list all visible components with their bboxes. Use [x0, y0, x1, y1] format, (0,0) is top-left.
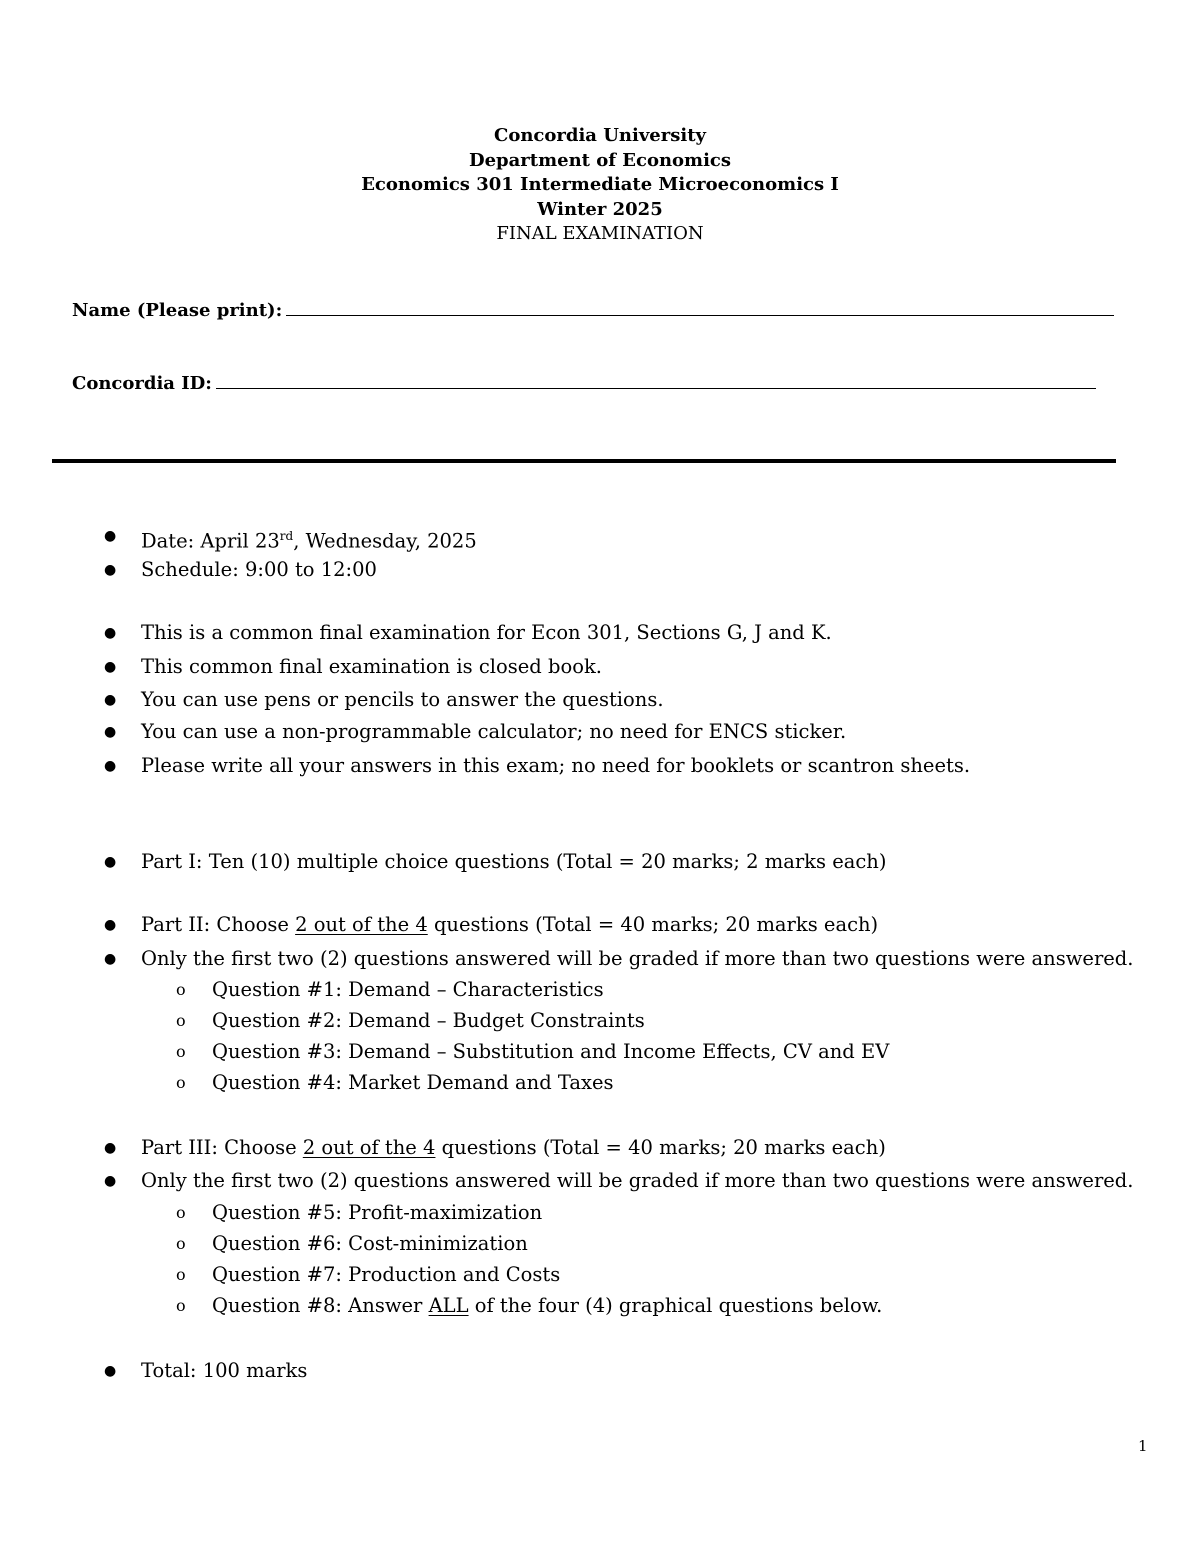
rule-text: Please write all your answers in this exam; no need for booklets or scantron sheets.: [141, 754, 971, 777]
circle-bullet-icon: o: [176, 1203, 186, 1222]
question-text: Question #1: Demand – Characteristics: [212, 978, 604, 1001]
id-field[interactable]: [72, 372, 1096, 394]
bullet-icon: ●: [104, 854, 117, 870]
date-suffix: , Wednesday, 2025: [293, 529, 477, 553]
bullet-icon: ●: [104, 758, 117, 774]
part2-suffix: questions (Total = 40 marks; 20 marks each): [427, 913, 879, 936]
part1-text: Part I: Ten (10) multiple choice questions (Total = 20 marks; 2 marks each): [141, 850, 887, 873]
part3-suffix: questions (Total = 40 marks; 20 marks each): [435, 1136, 886, 1159]
id-label: Concordia ID:: [72, 373, 212, 394]
bullet-icon: ●: [104, 724, 117, 740]
circle-bullet-icon: o: [176, 1073, 186, 1092]
department-name: Department of Economics: [468, 149, 732, 171]
bullet-icon: ●: [104, 659, 117, 675]
q8-suffix: of the four (4) graphical questions below.: [468, 1294, 883, 1317]
part3-note: Only the first two (2) questions answered will be graded if more than two questions were answered.: [141, 1169, 1134, 1192]
bullet-icon: ●: [104, 625, 117, 641]
rule-text: This common final examination is closed book.: [141, 655, 602, 678]
q8-prefix: Question #8: Answer: [212, 1294, 429, 1317]
question-text: Question #5: Profit-maximization: [212, 1201, 543, 1224]
part2-note: Only the first two (2) questions answered will be graded if more than two questions were answered.: [141, 947, 1134, 970]
id-line[interactable]: [216, 372, 1096, 389]
date-sup: rd: [279, 529, 294, 543]
name-line[interactable]: [286, 299, 1114, 316]
question-text: Question #6: Cost-minimization: [212, 1232, 528, 1255]
rule-text: This is a common final examination for Econ 301, Sections G, J and K.: [141, 621, 832, 644]
schedule-text: Schedule: 9:00 to 12:00: [141, 558, 377, 581]
course-title: Economics 301 Intermediate Microeconomics I: [361, 174, 839, 196]
part2-prefix: Part II: Choose: [141, 913, 296, 936]
date-prefix: Date: April 23: [141, 529, 280, 553]
exam-title: FINAL EXAMINATION: [496, 223, 704, 245]
circle-bullet-icon: o: [176, 1296, 186, 1315]
bullet-icon: ●: [104, 562, 117, 578]
university-name: Concordia University: [494, 125, 706, 146]
question-text: Question #2: Demand – Budget Constraints: [212, 1009, 645, 1032]
name-field[interactable]: [72, 299, 1114, 321]
page-number: 1: [1138, 1437, 1148, 1455]
bullet-icon: ●: [104, 1363, 117, 1379]
bullet-icon: ●: [104, 917, 117, 933]
total-text: Total: 100 marks: [141, 1359, 308, 1382]
name-label: Name (Please print):: [72, 300, 283, 321]
circle-bullet-icon: o: [176, 1011, 186, 1030]
bullet-icon: ●: [104, 528, 117, 544]
circle-bullet-icon: o: [176, 1042, 186, 1061]
question-text: Question #7: Production and Costs: [212, 1263, 561, 1286]
circle-bullet-icon: o: [176, 1234, 186, 1253]
q8-underlined: ALL: [428, 1294, 469, 1317]
term: Winter 2025: [537, 198, 663, 220]
question-text: Question #3: Demand – Substitution and Income Effects, CV and EV: [212, 1040, 890, 1063]
circle-bullet-icon: o: [176, 980, 186, 999]
rule-text: You can use pens or pencils to answer the questions.: [141, 688, 664, 711]
bullet-icon: ●: [104, 692, 117, 708]
bullet-icon: ●: [104, 951, 117, 967]
circle-bullet-icon: o: [176, 1265, 186, 1284]
divider: [52, 459, 1116, 463]
rule-text: You can use a non-programmable calculator; no need for ENCS sticker.: [141, 720, 847, 743]
bullet-icon: ●: [104, 1140, 117, 1156]
part2-underlined: 2 out of the 4: [295, 913, 428, 936]
part3-prefix: Part III: Choose: [141, 1136, 303, 1159]
part3-underlined: 2 out of the 4: [302, 1136, 436, 1159]
question-text: Question #4: Market Demand and Taxes: [212, 1071, 614, 1094]
bullet-icon: ●: [104, 1173, 117, 1189]
exam-header: [0, 124, 1200, 247]
